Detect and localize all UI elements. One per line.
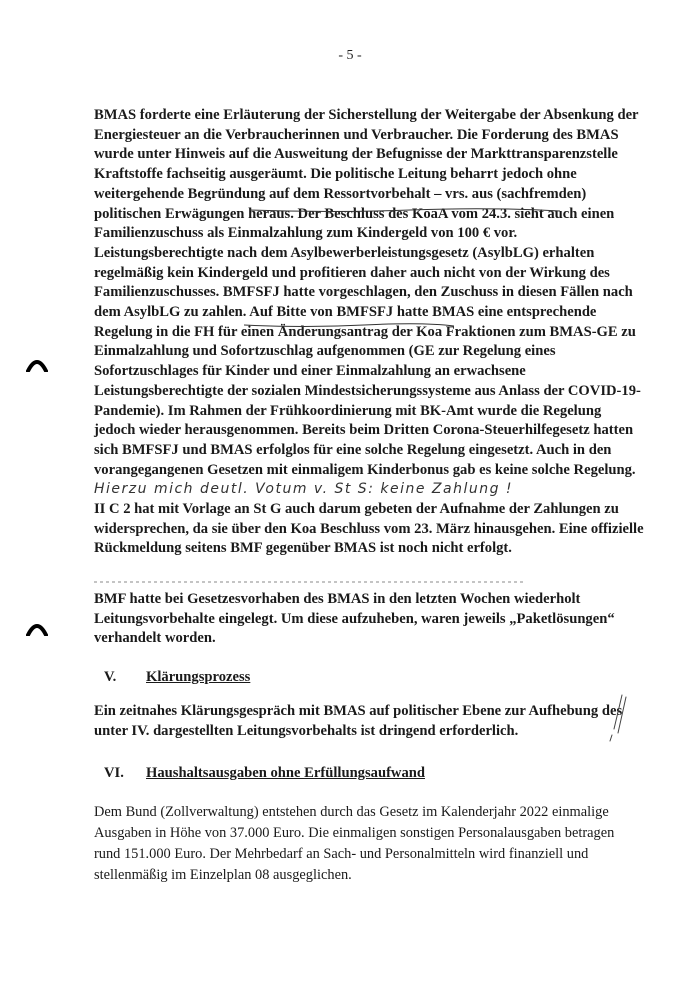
text-line: Sofortzuschlages für Kinder und einer Einmalzahlung an erwachsene xyxy=(94,363,526,380)
page-number: - 5 - xyxy=(338,48,362,63)
section-title: Klärungsprozess xyxy=(146,669,251,685)
text-line: politischen Erwägungen heraus. Der Beschluss des KoaA vom 24.3. sieht auch einen xyxy=(94,205,615,222)
text-line: Kraftstoffe fachseitig ausgeräumt. Die politische Leitung beharrt jedoch ohne xyxy=(94,166,577,183)
section-number: V. xyxy=(104,669,117,685)
punch-hole-mark-icon xyxy=(26,356,48,372)
pen-underline-icon xyxy=(244,322,454,330)
text-line: stellenmäßig im Einzelplan 08 ausgeglichen. xyxy=(94,867,352,883)
paragraph-haushaltsausgaben xyxy=(94,802,634,886)
paragraph-energy-tax xyxy=(94,106,644,559)
text-line: Leistungsberechtigte nach dem Asylbewerberleistungsgesetz (AsylbLG) erhalten xyxy=(94,244,595,261)
paragraph-klaerung xyxy=(94,702,634,741)
section-heading-v xyxy=(104,669,250,686)
text-line: II C 2 hat mit Vorlage an St G auch darum gebeten der Aufnahme der Zahlungen zu xyxy=(94,501,619,518)
text-line: Familienzuschusses. BMFSFJ hatte vorgeschlagen, den Zuschuss in diesen Fällen nach xyxy=(94,284,633,301)
text-line: Pandemie). Im Rahmen der Frühkoordinierung mit BK-Amt wurde die Regelung xyxy=(94,402,602,419)
text-line: Rückmeldung seitens BMF gegenüber BMAS ist noch nicht erfolgt. xyxy=(94,540,512,557)
text-line: jedoch wieder herausgenommen. Bereits beim Dritten Corona-Steuerhilfegesetz hatten xyxy=(94,422,634,439)
text-line: rund 151.000 Euro. Der Mehrbedarf an Sach- und Personalmitteln wird finanziell und xyxy=(94,846,589,862)
text-line: dem AsylbLG zu zahlen. Auf Bitte von BMFSFJ hatte BMAS eine entsprechende xyxy=(94,304,597,321)
text-line: weitergehende Begründung auf dem Ressortvorbehalt – vrs. aus (sachfremden) xyxy=(94,185,587,202)
text-line: verhandelt worden. xyxy=(94,630,216,647)
text-line: Regelung in die FH für einen Änderungsantrag der Koa Fraktionen zum BMAS-GE zu xyxy=(94,323,636,340)
text-line: BMF hatte bei Gesetzesvorhaben des BMAS in den letzten Wochen wiederholt xyxy=(94,591,581,607)
text-line: unter IV. dargestellten Leitungsvorbehalts ist dringend erforderlich. xyxy=(94,722,519,739)
text-line: Leistungsberechtigte der sozialen Mindestsicherungssysteme aus Anlass der COVID-19- xyxy=(94,382,641,399)
punch-hole-mark-icon xyxy=(26,620,48,636)
handwritten-note: Hierzu mich deutl. Votum v. St S: keine Zahlung ! xyxy=(94,481,514,498)
text-line: widersprechen, da sie über den Koa Beschluss vom 23. März hinausgehen. Eine offizielle xyxy=(94,520,644,537)
text-line: Einmalzahlung und Sofortzuschlag aufgenommen (GE zur Regelung eines xyxy=(94,343,556,360)
text-line: Leitungsvorbehalte eingelegt. Um diese aufzuheben, waren jeweils „Paketlösungen“ xyxy=(94,610,615,627)
section-title: Haushaltsausgaben ohne Erfüllungsaufwand xyxy=(146,765,425,781)
pen-underline-icon xyxy=(94,579,524,585)
text-line: Familienzuschuss als Einmalzahlung zum Kindergeld von 100 € vor. xyxy=(94,225,518,242)
section-number: VI. xyxy=(104,765,124,781)
text-line: Energiesteuer an die Verbraucherinnen und Verbraucher. Die Forderung des BMAS xyxy=(94,126,619,143)
pen-underline-icon xyxy=(250,206,560,216)
text-line: Ausgaben in Höhe von 37.000 Euro. Die einmaligen sonstigen Personalausgaben betragen xyxy=(94,825,615,841)
text-line: vorangegangenen Gesetzen mit einmaligem Kinderbonus gab es keine solche Regelung. xyxy=(94,461,636,478)
paragraph-leitungsvorbehalte xyxy=(94,590,634,649)
margin-pen-mark-icon xyxy=(604,693,628,743)
text-line: Dem Bund (Zollverwaltung) entstehen durch das Gesetz im Kalenderjahr 2022 einmalige xyxy=(94,804,609,820)
text-line: BMAS forderte eine Erläuterung der Sicherstellung der Weitergabe der Absenkung der xyxy=(94,107,639,123)
section-heading-vi xyxy=(104,765,425,782)
text-line: sich BMFSFJ und BMAS erfolglos für eine solche Regelung eingesetzt. Auch in den xyxy=(94,441,612,458)
text-line: regelmäßig kein Kindergeld und profitieren daher auch nicht von der Wirkung des xyxy=(94,264,610,281)
text-line: Ein zeitnahes Klärungsgespräch mit BMAS auf politischer Ebene zur Aufhebung des xyxy=(94,703,623,719)
text-line: wurde unter Hinweis auf die Ausweitung der Befugnisse der Markttransparenzstelle xyxy=(94,146,618,163)
